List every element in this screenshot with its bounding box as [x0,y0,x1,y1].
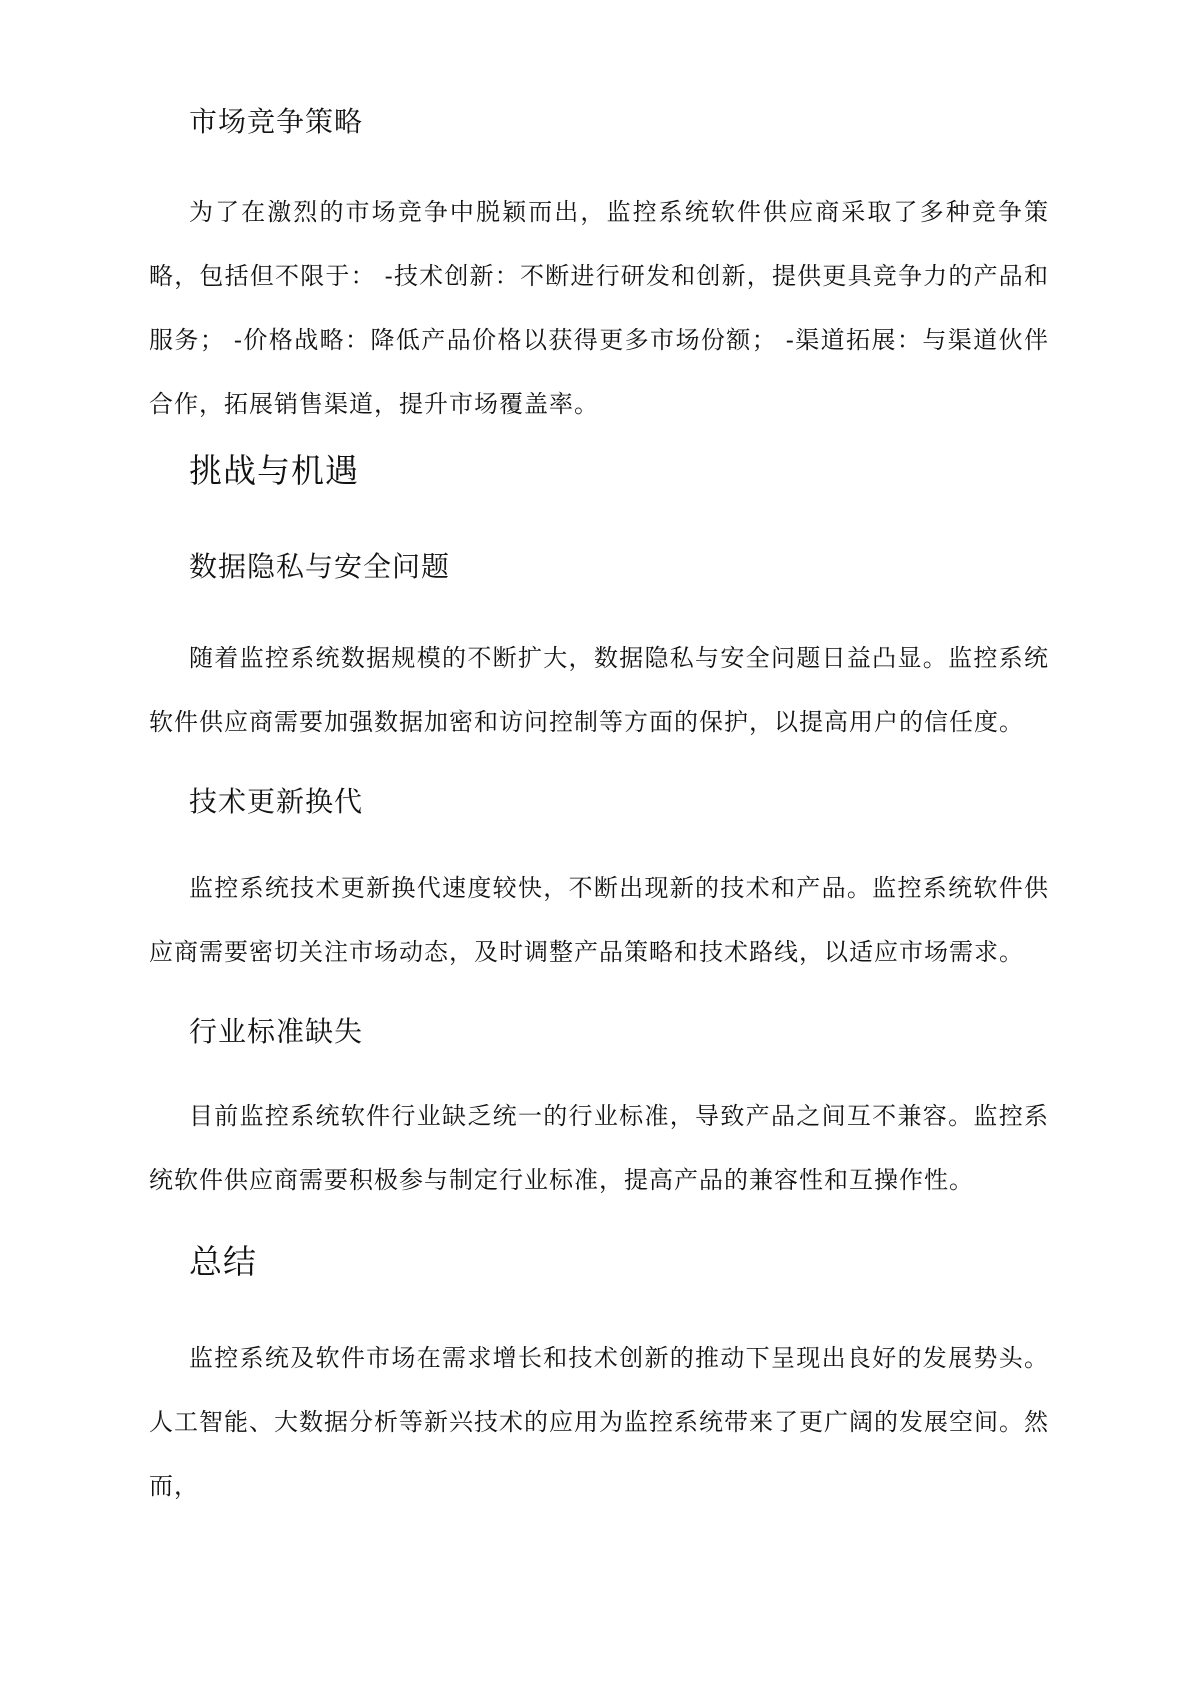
paragraph-technology-iteration: 监控系统技术更新换代速度较快，不断出现新的技术和产品。监控系统软件供应商需要密切关注市场动态，及时调整产品策略和技术路线，以适应市场需求。 [149,874,1049,966]
paragraph-competition-strategies: 为了在激烈的市场竞争中脱颖而出，监控系统软件供应商采取了多种竞争策略，包括但不限于： -技术创新：不断进行研发和创新，提供更具竞争力的产品和服务； -价格战略：降低产品价格以获得更多市场份额； -渠道拓展：与渠道伙伴合作，拓展销售渠道，提升市场覆盖率。 [149,198,1049,418]
heading-challenges-and-opportunities: 挑战与机遇 [189,451,359,490]
paragraph-lack-of-industry-standards: 目前监控系统软件行业缺乏统一的行业标准，导致产品之间互不兼容。监控系统软件供应商需要积极参与制定行业标准，提高产品的兼容性和互操作性。 [149,1102,1049,1194]
heading-lack-of-industry-standards: 行业标准缺失 [189,1015,364,1048]
heading-technology-iteration: 技术更新换代 [189,785,364,818]
heading-data-privacy-security: 数据隐私与安全问题 [189,550,451,583]
heading-market-competition-strategy: 市场竞争策略 [189,105,364,138]
paragraph-data-privacy-security: 随着监控系统数据规模的不断扩大，数据隐私与安全问题日益凸显。监控系统软件供应商需要加强数据加密和访问控制等方面的保护，以提高用户的信任度。 [149,644,1049,736]
heading-summary: 总结 [189,1242,257,1281]
paragraph-summary: 监控系统及软件市场在需求增长和技术创新的推动下呈现出良好的发展势头。人工智能、大数据分析等新兴技术的应用为监控系统带来了更广阔的发展空间。然而， [149,1344,1049,1500]
